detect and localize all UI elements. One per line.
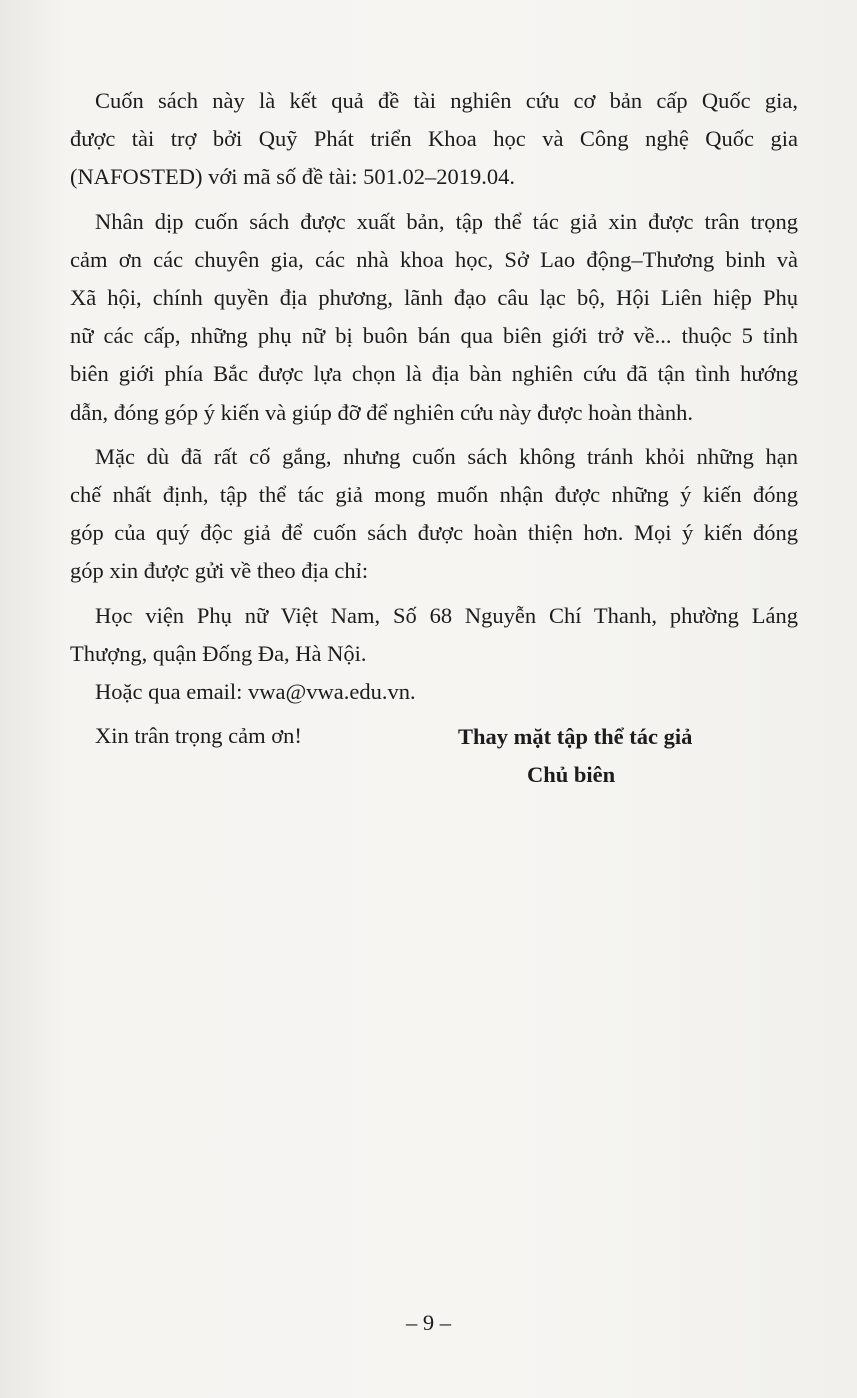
signature-block <box>458 718 778 794</box>
text-line: Học viện Phụ nữ Việt Nam, Số 68 Nguyễn Chí Thanh, phường Láng <box>95 602 798 628</box>
text-line: Thượng, quận Đống Đa, Hà Nội. <box>70 640 367 666</box>
text-line: Cuốn sách này là kết quả đề tài nghiên cứu cơ bản cấp Quốc gia, <box>95 88 798 113</box>
text-line: chế nhất định, tập thể tác giả mong muốn nhận được những ý kiến đóng <box>70 482 798 508</box>
paragraph-feedback <box>70 438 798 591</box>
text-line: biên giới phía Bắc được lựa chọn là địa bàn nghiên cứu đã tận tình hướng <box>70 361 798 387</box>
paragraph-funding <box>70 82 798 197</box>
text-line: cảm ơn các chuyên gia, các nhà khoa học, Sở Lao động–Thương binh và <box>70 246 798 272</box>
text-line: Mặc dù đã rất cố gắng, nhưng cuốn sách không tránh khỏi những hạn <box>95 443 798 469</box>
body-text <box>70 82 798 755</box>
text-line: Xã hội, chính quyền địa phương, lãnh đạo câu lạc bộ, Hội Liên hiệp Phụ <box>70 285 798 311</box>
signature-role: Chủ biên <box>527 762 616 787</box>
text-line: nữ các cấp, những phụ nữ bị buôn bán qua biên giới trở về... thuộc 5 tỉnh <box>70 323 798 349</box>
paragraph-address <box>70 597 798 673</box>
signature-title: Thay mặt tập thể tác giả <box>458 724 693 749</box>
text-line: Hoặc qua email: vwa@vwa.edu.vn. <box>95 679 416 705</box>
text-line: (NAFOSTED) với mã số đề tài: 501.02–2019.04. <box>70 164 515 190</box>
page-number: – 9 – <box>406 1310 451 1335</box>
text-line: góp của quý độc giả để cuốn sách được hoàn thiện hơn. Mọi ý kiến đóng <box>70 520 798 546</box>
text-line: Nhân dịp cuốn sách được xuất bản, tập thể tác giả xin được trân trọng <box>95 208 798 234</box>
text-line: dẫn, đóng góp ý kiến và giúp đỡ để nghiên cứu này được hoàn thành. <box>70 399 694 425</box>
text-line: Xin trân trọng cảm ơn! <box>95 723 302 749</box>
paragraph-thanks <box>70 203 798 432</box>
text-line: góp xin được gửi về theo địa chỉ: <box>70 558 369 584</box>
text-line: được tài trợ bởi Quỹ Phát triển Khoa học và Công nghệ Quốc gia <box>70 126 798 152</box>
paragraph-email <box>70 673 798 711</box>
